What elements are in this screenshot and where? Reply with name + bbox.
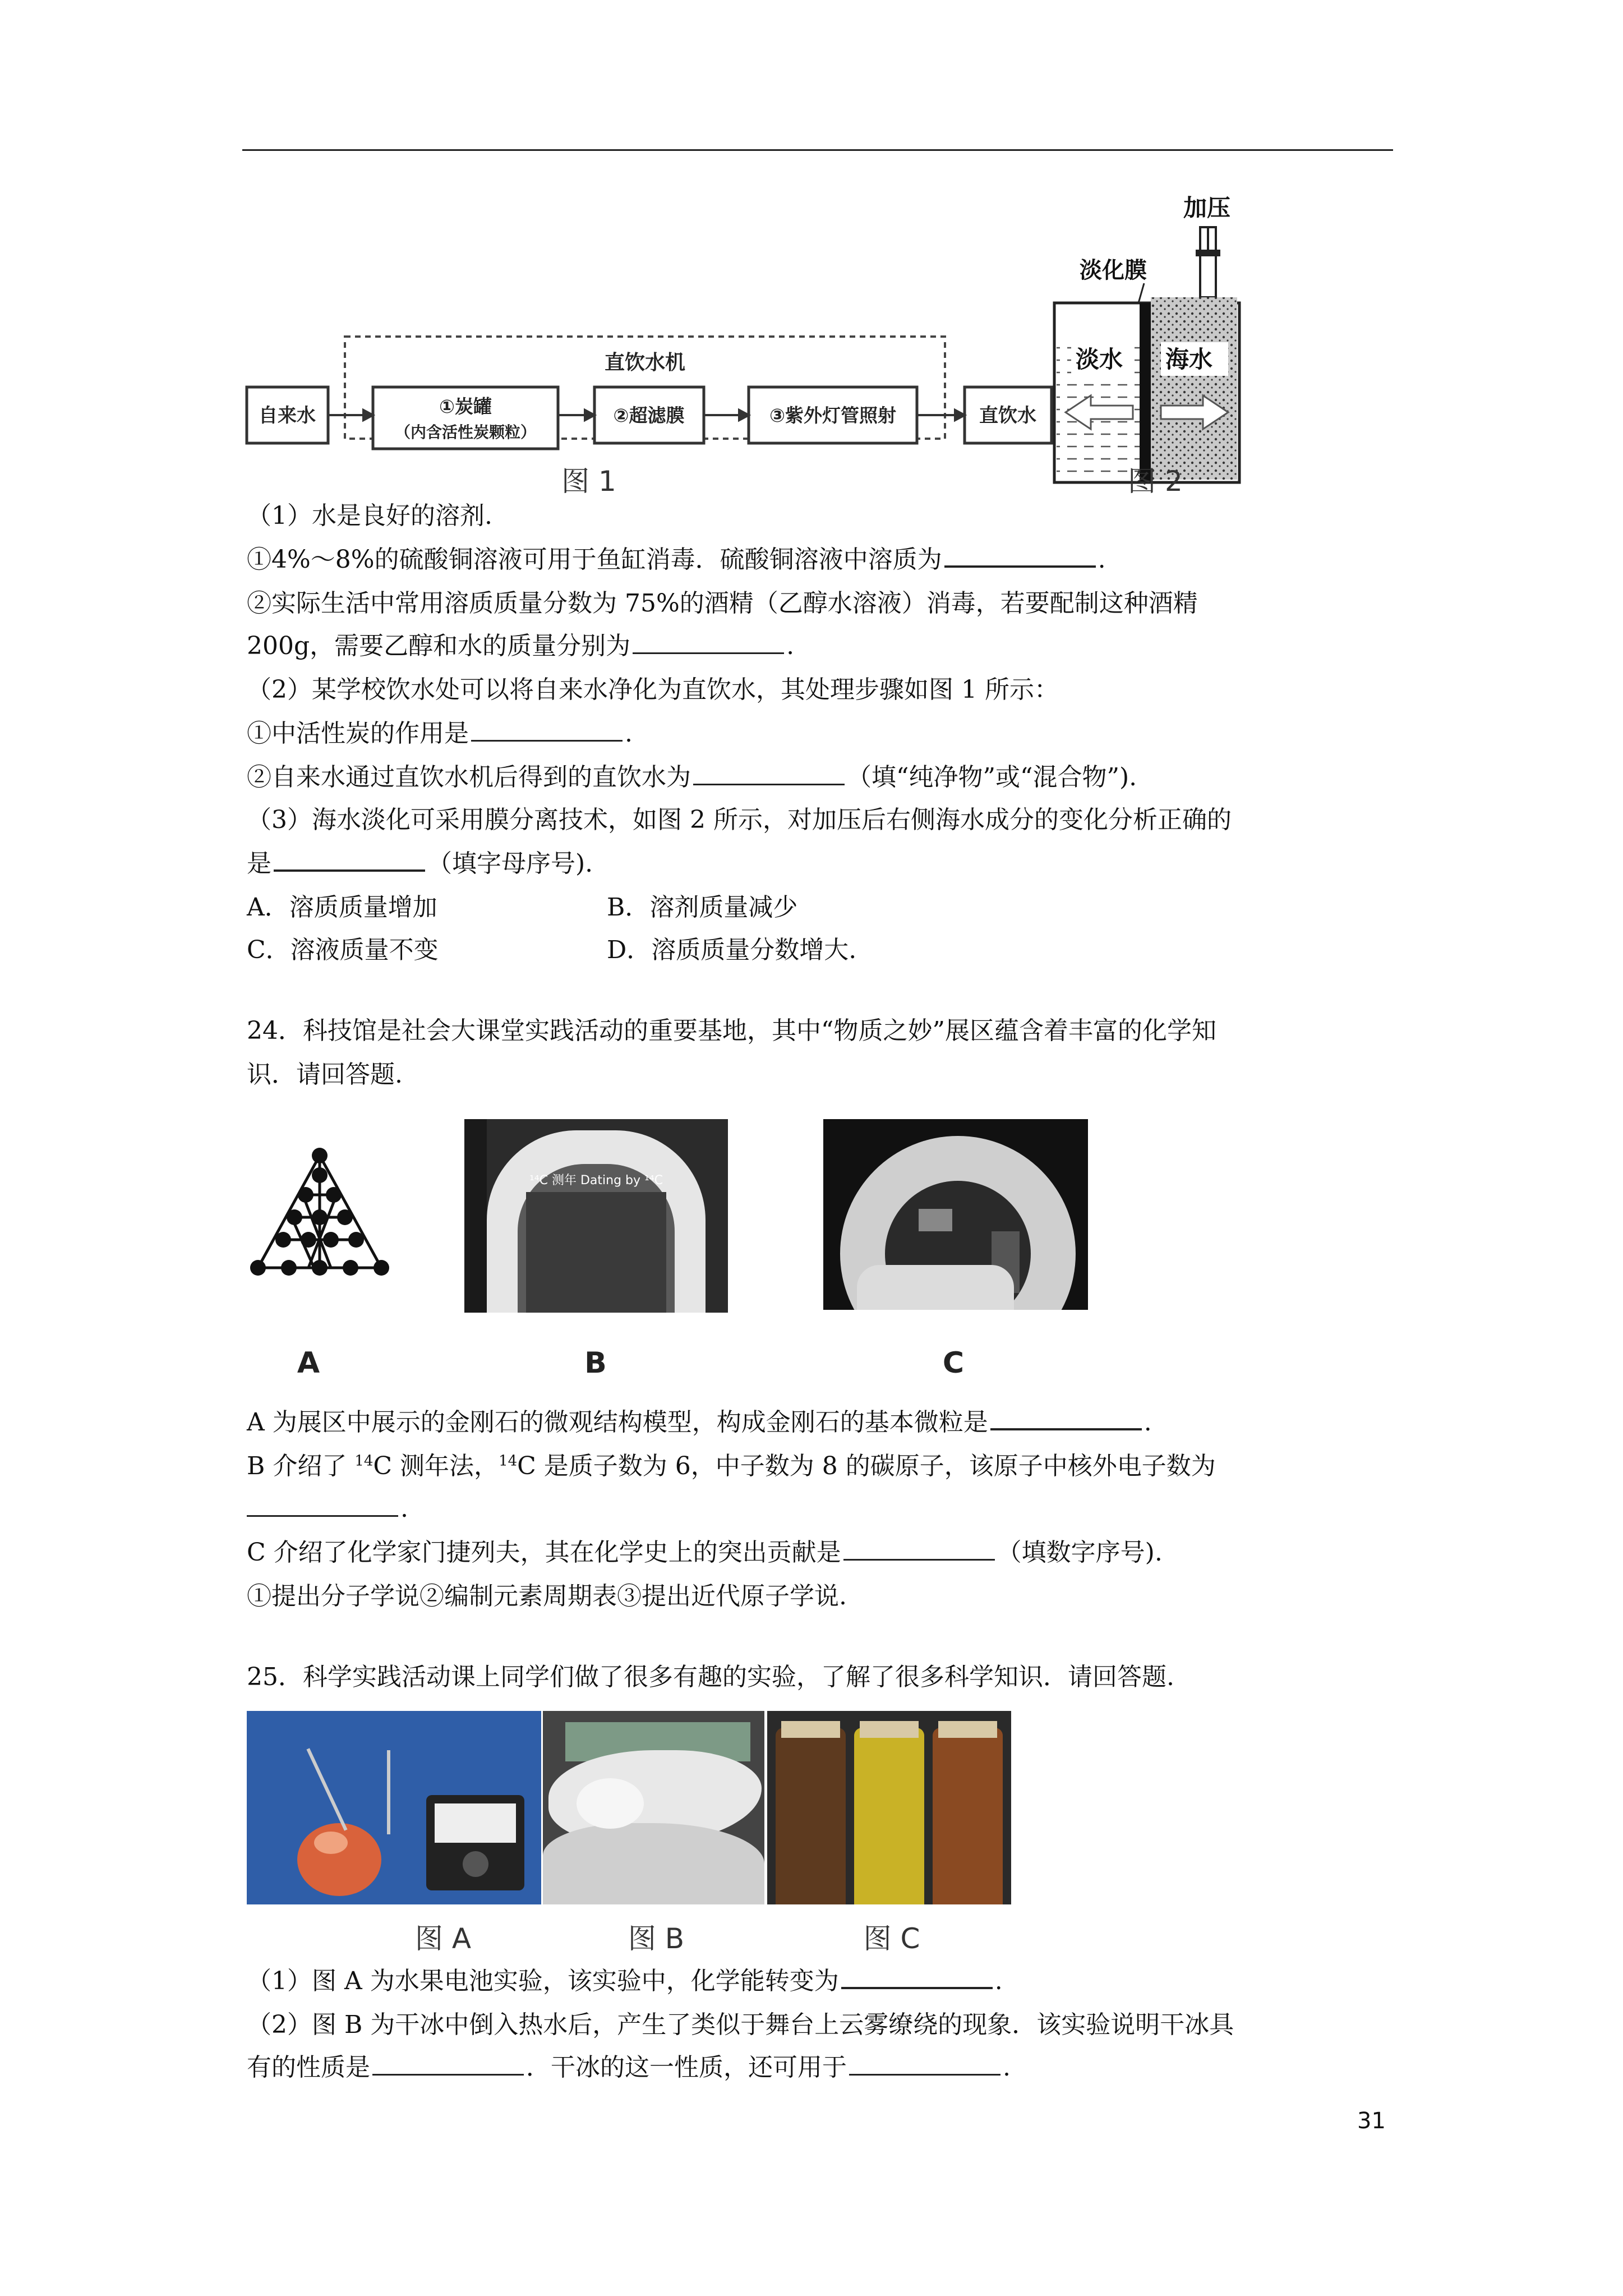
photo-b-c14-exhibit: ¹⁴C 测年 Dating by ¹⁴C bbox=[464, 1119, 728, 1313]
answer-blank bbox=[849, 2051, 1000, 2076]
q23-p3b: 是 （填字母序号). bbox=[247, 847, 593, 881]
pressure-label: 加压 bbox=[1183, 194, 1231, 222]
q23-p1-2a: ②实际生活中常用溶质质量分数为 75%的酒精（乙醇水溶液）消毒，若要配制这种酒精 bbox=[247, 589, 1198, 618]
page-number: 31 bbox=[1357, 2108, 1386, 2134]
answer-blank bbox=[944, 543, 1096, 568]
figure-2-caption: 图 2 bbox=[1128, 465, 1183, 498]
q25-p1: （1）图 A 为水果电池实验，该实验中，化学能转变为 . bbox=[247, 1964, 1003, 1998]
answer-blank bbox=[843, 1536, 995, 1561]
diamond-structure-model bbox=[241, 1139, 398, 1296]
q24-c-options: ①提出分子学说②编制元素周期表③提出近代原子学说. bbox=[247, 1582, 847, 1611]
label-a: A bbox=[297, 1346, 320, 1380]
q23-option-c: C．溶液质量不变 bbox=[247, 936, 439, 964]
membrane bbox=[1140, 303, 1151, 481]
photo-c-mendeleev-exhibit bbox=[823, 1119, 1088, 1310]
label-c: C bbox=[942, 1346, 965, 1380]
q24-b-blank: . bbox=[247, 1492, 408, 1526]
q25-line-1: 25．科学实践活动课上同学们做了很多有趣的实验，了解了很多科学知识．请回答题. bbox=[247, 1663, 1174, 1691]
figure-a-caption: 图 A bbox=[414, 1922, 472, 1955]
q23-p2-1: ①中活性炭的作用是 . bbox=[247, 717, 633, 751]
q23-option-b: B．溶剂质量减少 bbox=[607, 893, 798, 922]
figure-1-flowchart bbox=[241, 191, 1060, 505]
photo-a-fruit-battery bbox=[247, 1711, 541, 1904]
answer-blank bbox=[633, 630, 784, 654]
q24-b: B 介绍了 $^{14}$C 测年法，$^{14}$C 是质子数为 6，中子数为 8 的碳原子，该原子中核外电子数为 bbox=[247, 1452, 1216, 1480]
svg-text:（内含活性炭颗粒）: （内含活性炭颗粒） bbox=[394, 423, 537, 441]
membrane-label: 淡化膜 bbox=[1080, 257, 1147, 283]
figure-2-desalination bbox=[1049, 194, 1262, 496]
figure-b-caption: 图 B bbox=[628, 1922, 685, 1955]
svg-text:直饮水: 直饮水 bbox=[979, 404, 1036, 427]
svg-text:③紫外灯管照射: ③紫外灯管照射 bbox=[769, 404, 896, 426]
answer-blank bbox=[693, 761, 845, 785]
answer-blank bbox=[274, 847, 425, 872]
svg-text:②超滤膜: ②超滤膜 bbox=[613, 404, 685, 426]
q23-p1: （1）水是良好的溶剂. bbox=[247, 501, 492, 530]
q24-line-2: 识．请回答题. bbox=[247, 1060, 403, 1089]
answer-blank bbox=[990, 1406, 1142, 1430]
q23-p2: （2）某学校饮水处可以将自来水净化为直饮水，其处理步骤如图 1 所示： bbox=[247, 675, 1059, 704]
answer-blank bbox=[247, 1493, 398, 1517]
q23-p1-1: ①4%～8%的硫酸铜溶液可用于鱼缸消毒．硫酸铜溶液中溶质为 . bbox=[247, 543, 1106, 577]
q23-p1-2b: 200g，需要乙醇和水的质量分别为 . bbox=[247, 629, 794, 663]
q25-p2b: 有的性质是 ．干冰的这一性质，还可用于 . bbox=[247, 2051, 1011, 2085]
fresh-water-label: 淡水 bbox=[1076, 346, 1123, 373]
answer-blank bbox=[471, 717, 623, 742]
figure-1-caption: 图 1 bbox=[561, 465, 616, 498]
svg-text:自来水: 自来水 bbox=[259, 404, 316, 427]
machine-title: 直饮水机 bbox=[604, 351, 686, 374]
svg-text:①炭罐: ①炭罐 bbox=[439, 395, 492, 417]
q24-line-1: 24．科技馆是社会大课堂实践活动的重要基地，其中“物质之妙”展区蕴含着丰富的化学知 bbox=[247, 1016, 1216, 1045]
label-b: B bbox=[584, 1346, 607, 1380]
q24-a: A 为展区中展示的金刚石的微观结构模型，构成金刚石的基本微粒是 . bbox=[247, 1406, 1152, 1439]
photo-b-dry-ice bbox=[543, 1711, 764, 1904]
q23-option-d: D．溶质质量分数增大. bbox=[607, 936, 857, 964]
photo-c-solutions bbox=[767, 1711, 1011, 1904]
header-rule bbox=[242, 149, 1393, 151]
q23-option-a: A．溶质质量增加 bbox=[247, 893, 437, 922]
figure-c-caption: 图 C bbox=[863, 1922, 920, 1955]
sea-water-label: 海水 bbox=[1165, 346, 1213, 373]
answer-blank bbox=[841, 1964, 993, 1989]
q23-p2-2: ②自来水通过直饮水机后得到的直饮水为 （填“纯净物”或“混合物”). bbox=[247, 761, 1137, 794]
answer-blank bbox=[372, 2051, 524, 2076]
q23-p3a: （3）海水淡化可采用膜分离技术，如图 2 所示，对加压后右侧海水成分的变化分析正确的 bbox=[247, 806, 1232, 834]
q25-p2a: （2）图 B 为干冰中倒入热水后，产生了类似于舞台上云雾缭绕的现象．该实验说明干冰具 bbox=[247, 2010, 1234, 2039]
q24-c: C 介绍了化学家门捷列夫，其在化学史上的突出贡献是 （填数字序号). bbox=[247, 1536, 1163, 1570]
